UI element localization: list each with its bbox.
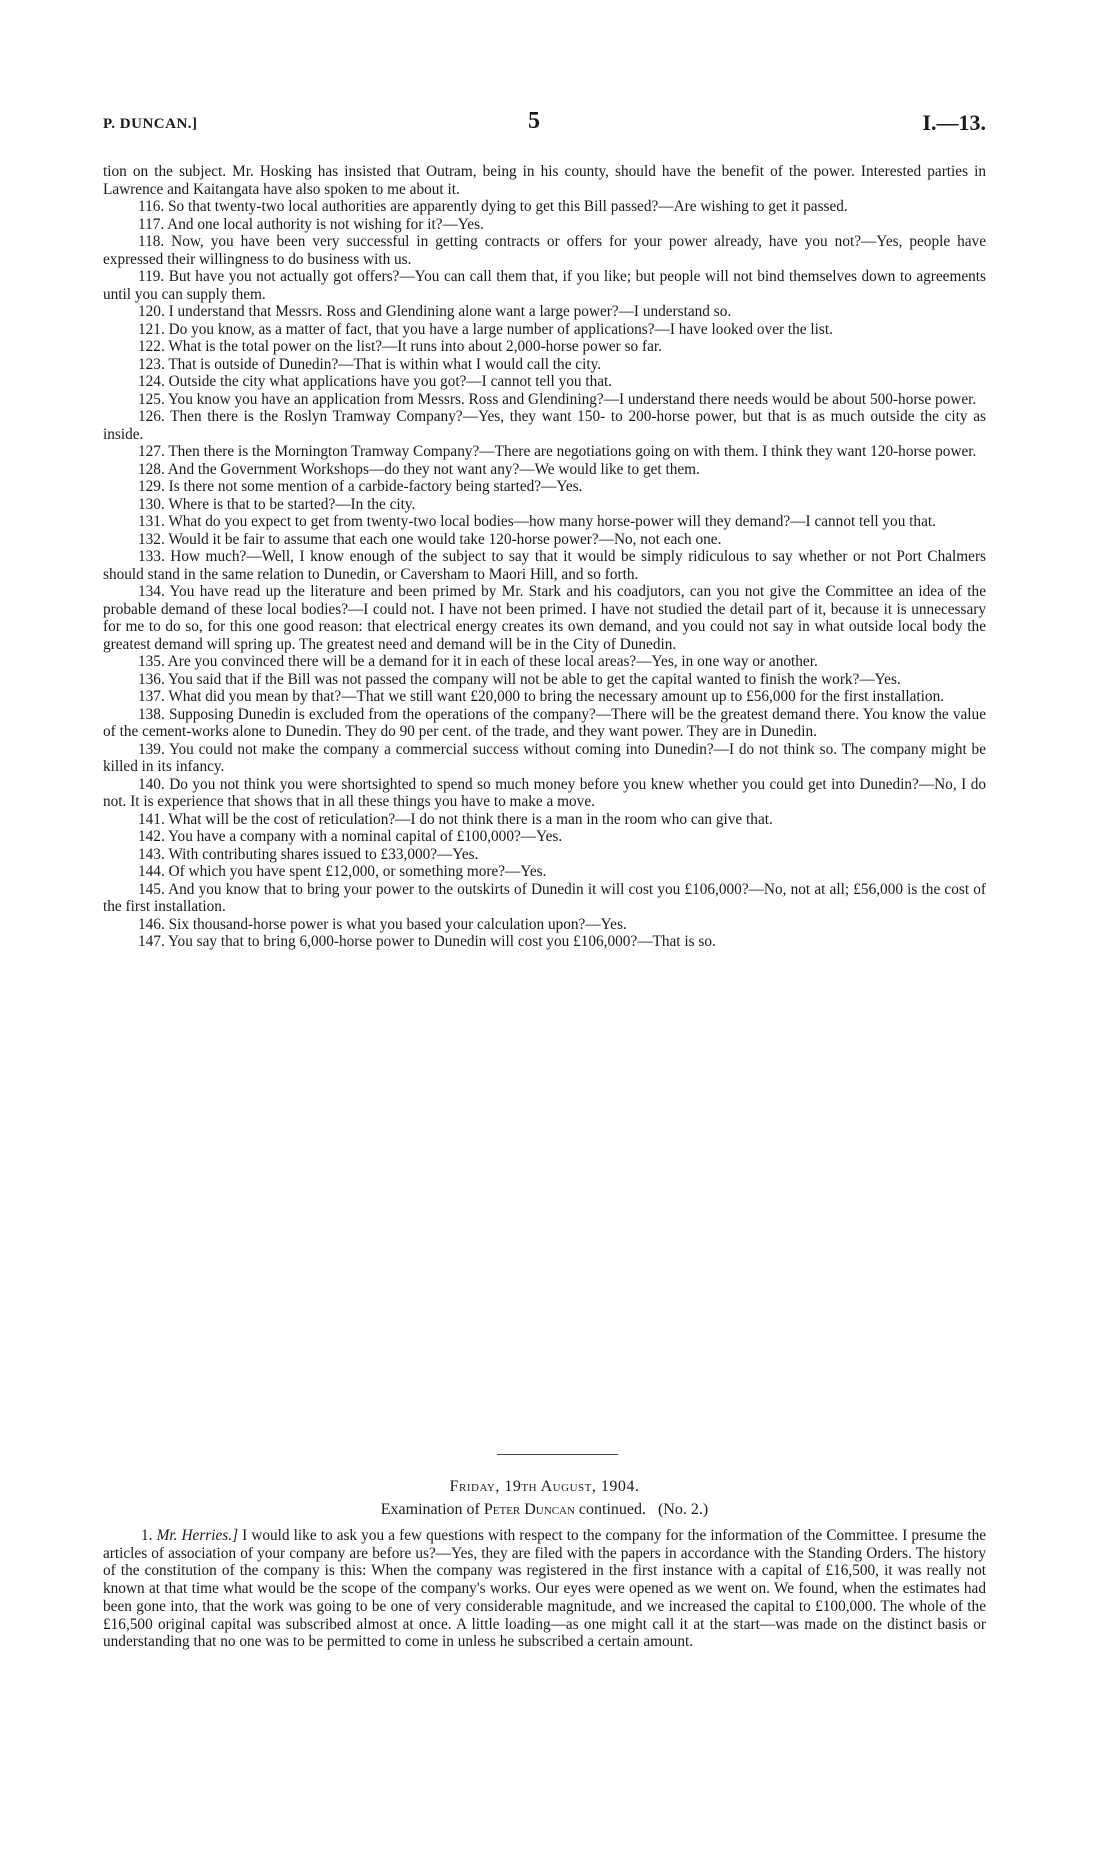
question-143: 143. With contributing shares issued to £33,000?—Yes. (138, 845, 479, 863)
question-134: 134. You have read up the literature and been primed by Mr. Stark and his coadjutors, can you not give the Committee an idea of the probable demand of these local bodies?—I could not. I have not been primed. I have not studied the detail part of it, because it is unnecessary for me to do so, for this one good reason: that electrical energy creates its own demand, and you could not say in what outside local body the greatest demand will spring up. The greatest need and demand will be in the City of Dunedin. (103, 583, 986, 653)
section-divider (497, 1454, 618, 1455)
paper-reference: I.—13. (922, 110, 986, 135)
question-144: 144. Of which you have spent £12,000, or something more?—Yes. (138, 863, 547, 880)
question-123: 123. That is outside of Dunedin?—That is within what I would call the city. (138, 355, 602, 373)
question-122: 122. What is the total power on the list?—It runs into about 2,000-horse power so far. (138, 338, 662, 355)
question-140: 140. Do you not think you were shortsighted to spend so much money before you knew whether you could get into Dunedin?—No, I do not. It is experience that shows that in all these things you have to make a move. (103, 775, 986, 810)
question-118: 118. Now, you have been very successful in getting contracts or offers for your power already, have you not?—Yes, people have expressed their willingness to do business with us. (103, 233, 986, 268)
question-137: 137. What did you mean by that?—That we still want £20,000 to bring the necessary amount up to £56,000 for the first installation. (138, 688, 945, 705)
question-142: 142. You have a company with a nominal capital of £100,000?—Yes. (138, 828, 563, 845)
question-135: 135. Are you convinced there will be a demand for it in each of these local areas?—Yes, in one way or another. (138, 653, 818, 670)
question-126: 126. Then there is the Roslyn Tramway Company?—Yes, they want 150- to 200-horse power, but that is as much outside the city as inside. (103, 408, 986, 443)
page-header (103, 108, 986, 138)
examination-body (103, 1527, 986, 1651)
testimony-body (103, 163, 986, 951)
question-131: 131. What do you expect to get from twenty-two local bodies—how many horse-power will they demand?—I cannot tell you that. (138, 513, 936, 530)
question-120: 120. I understand that Messrs. Ross and Glendining alone want a large power?—I understand so. (138, 303, 732, 320)
examination-heading (103, 1501, 986, 1519)
question-130: 130. Where is that to be started?—In the city. (138, 495, 416, 513)
question-1 (103, 1527, 986, 1651)
session-date-heading: Friday, 19th August, 1904. (449, 1478, 640, 1495)
question-141: 141. What will be the cost of reticulation?—I do not think there is a man in the room who can give that. (138, 810, 773, 828)
question-121: 121. Do you know, as a matter of fact, that you have a large number of applications?—I have looked over the list. (138, 320, 833, 338)
question-number: 1. (141, 1527, 153, 1544)
witness-name: Peter Duncan (483, 1501, 575, 1518)
question-text: I would like to ask you a few questions with respect to the company for the information of the Committee. I presume the articles of association of your company are before us?—Yes, they are filed with the papers in accordance with the Standing Orders. The history of the constitution of the company is this: When the company was registered in the first instance with a capital of £16,500, it was really not known at that time what would be the scope of the company's works. Our eyes were opened as we went on. We found, when the estimates had been gone into, that the work was going to be one of very considerable magnitude, and we increased the capital to £100,000. The whole of the £16,500 original capital was subscribed almost at once. A little loading—as one might call it at the start—was made on the distinct basis or understanding that no one was to be permitted to come in unless he subscribed a certain amount. (103, 1527, 987, 1651)
question-116: 116. So that twenty-two local authorities are apparently dying to get this Bill passed?—Are wishing to get it passed. (138, 198, 848, 215)
question-146: 146. Six thousand-horse power is what you based your calculation upon?—Yes. (138, 915, 627, 933)
question-145: 145. And you know that to bring your power to the outskirts of Dunedin it will cost you £106,000?—No, not at all; £56,000 is the cost of the first installation. (103, 880, 986, 915)
question-128: 128. And the Government Workshops—do they not want any?—We would like to get them. (138, 460, 700, 478)
question-138: 138. Supposing Dunedin is excluded from the operations of the company?—There will be the greatest demand there. You know the value of the cement-works alone to Dunedin. They do 90 per cent. of the trade, and they want power. They are in Dunedin. (103, 705, 986, 740)
question-136: 136. You said that if the Bill was not passed the company will not be able to get the capital wanted to finish the work?—Yes. (138, 670, 901, 688)
question-132: 132. Would it be fair to assume that each one would take 120-horse power?—No, not each one. (138, 530, 722, 548)
page-number: 5 (528, 108, 540, 134)
paragraph-continuation: tion on the subject. Mr. Hosking has insisted that Outram, being in his county, should have the benefit of the power. Interested parties in Lawrence and Kaitangata have also spoken to me about it. (103, 163, 986, 198)
question-125: 125. You know you have an application from Messrs. Ross and Glendining?—I understand there needs would be about 500-horse power. (138, 390, 977, 408)
examination-suffix: continued. (No. 2.) (578, 1501, 709, 1518)
question-147: 147. You say that to bring 6,000-horse power to Dunedin will cost you £106,000?—That is so. (138, 933, 716, 950)
question-119: 119. But have you not actually got offers?—You can call them that, if you like; but people will not bind themselves down to agreements until you can supply them. (103, 268, 986, 303)
question-133: 133. How much?—Well, I know enough of the subject to say that it would be simply ridiculous to say whether or not Port Chalmers should stand in the same relation to Dunedin, or Caversham to Maori Hill, and so forth. (103, 548, 986, 583)
question-117: 117. And one local authority is not wishing for it?—Yes. (138, 215, 484, 233)
question-129: 129. Is there not some mention of a carbide-factory being started?—Yes. (138, 478, 583, 495)
speaker-name: Mr. Herries.] (156, 1527, 239, 1544)
question-127: 127. Then there is the Mornington Tramway Company?—There are negotiations going on with them. I think they want 120-horse power. (138, 443, 977, 460)
examination-prefix: Examination of (380, 1501, 480, 1518)
witness-name-header: P. DUNCAN.] (103, 116, 198, 132)
question-124: 124. Outside the city what applications have you got?—I cannot tell you that. (138, 373, 613, 390)
question-139: 139. You could not make the company a commercial success without coming into Dunedin?—I do not think so. The company might be killed in its infancy. (103, 740, 986, 775)
